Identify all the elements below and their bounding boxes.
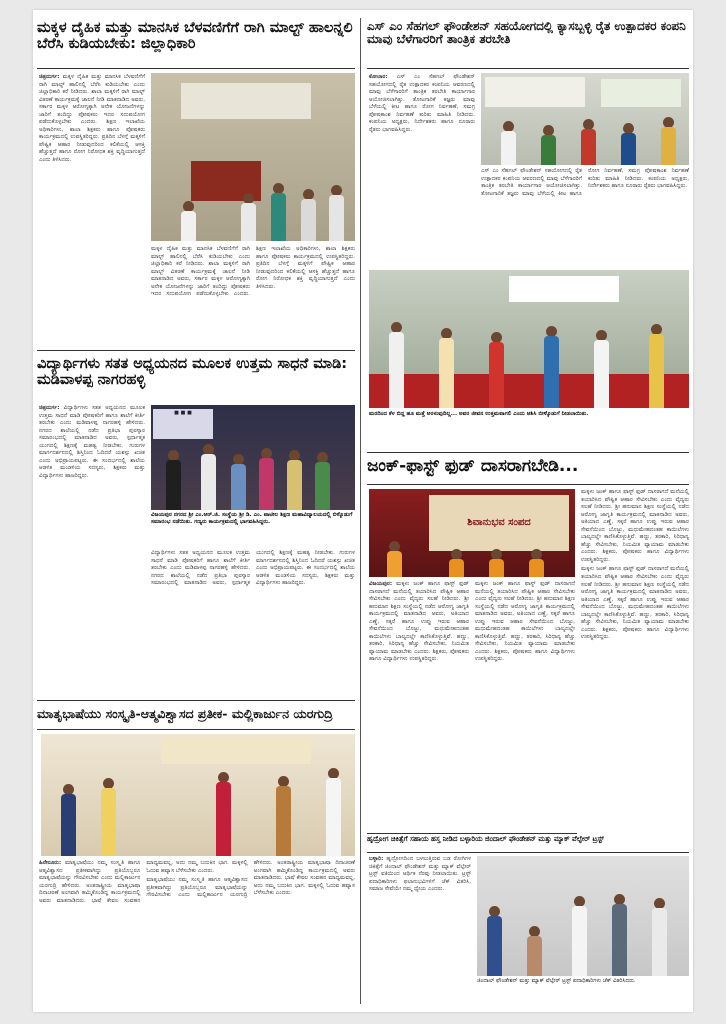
article-mother-tongue-body bbox=[39, 860, 355, 1005]
caption-farewell: ವಿಜಯಪುರ ನಗರದ ಶ್ರೀ ಎಂ.ಆರ್.ಜಿ. ಸಂಸ್ಥೆಯ ಶ್ರೀ ಡಿ. ಎಂ. ಪಾಟೀಲ ಶಿಕ್ಷಣ ಮಹಾವಿದ್ಯಾಲಯದಲ್ಲಿ ಬಿಳ್ಕೊಡುಗೆ ಸಮಾರಂಭ ನಡೆಯಿತು. ಗಣ್ಯರು ಕಾರ್ಯಕ್ರಮದಲ್ಲಿ ಭಾಗವಹಿಸಿದ್ದರು. bbox=[151, 512, 353, 526]
stage-banner: ■ ■ ■ bbox=[153, 409, 213, 439]
body-text: ಮಕ್ಕಳು ಜಂಕ್ ಹಾಗೂ ಫಾಸ್ಟ್ ಫುಡ್ ದಾಸರಾಗದೆ ಮನೆಯಲ್ಲಿ ತಯಾರಿಸಿದ ಪೌಷ್ಟಿಕ ಆಹಾರ ಸೇವಿಸಬೇಕು ಎಂದು ವೈದ್ಯರು ಸಲಹೆ ನೀಡಿದರು. ಶ್ರೀ ಹನುಮಾನ ಶಿಕ್ಷಣ ಸಂಸ್ಥೆಯಲ್ಲಿ ನಡೆದ ಆರೋಗ್ಯ ಜಾಗೃತಿ ಕಾರ್ಯಕ್ರಮದಲ್ಲಿ ಮಾತನಾಡಿದ ಅವರು, ಅತಿಯಾದ ಎಣ್ಣೆ, ಸಕ್ಕರೆ ಹಾಗೂ ಉಪ್ಪು ಇರುವ ಆಹಾರ ಸೇವನೆಯಿಂದ ಬೊಜ್ಜು, ಮಧುಮೇಹದಂತಹ ಕಾಯಿಲೆಗಳು ಬಾಲ್ಯದಲ್ಲೇ ಕಾಣಿಸಿಕೊಳ್ಳುತ್ತಿವೆ. ಹಣ್ಣು, ತರಕಾರಿ, ಸಿರಿಧಾನ್ಯ ಹೆಚ್ಚು ಸೇವಿಸಬೇಕು, ನಿಯಮಿತ ವ್ಯಾಯಾಮ ಮಾಡಬೇಕು ಎಂದರು. ಶಿಕ್ಷಕರು, ಪೋಷಕರು ಹಾಗೂ ವಿದ್ಯಾರ್ಥಿಗಳು ಉಪಸ್ಥಿತರಿದ್ದರು. bbox=[581, 566, 689, 641]
headline-ragi-malt: ಮಕ್ಕಳ ದೈಹಿಕ ಮತ್ತು ಮಾನಸಿಕ ಬೆಳವಣಿಗೆಗೆ ರಾಗಿ ಮಾಲ್ಟ್ ಹಾಲನ್ನಲಿ ಬೆರೆಸಿ ಕುಡಿಯಬೇಕು: ಜಿಲ್ಲಾಧಿಕಾರಿ bbox=[37, 20, 353, 53]
photo-junk-food-stage bbox=[369, 489, 575, 577]
column-separator bbox=[360, 18, 361, 1004]
divider bbox=[367, 852, 689, 853]
body-text: ಮಕ್ಕಳು ಜಂಕ್ ಹಾಗೂ ಫಾಸ್ಟ್ ಫುಡ್ ದಾಸರಾಗದೆ ಮನೆಯಲ್ಲಿ ತಯಾರಿಸಿದ ಪೌಷ್ಟಿಕ ಆಹಾರ ಸೇವಿಸಬೇಕು ಎಂದು ವೈದ್ಯರು ಸಲಹೆ ನೀಡಿದರು. ಶ್ರೀ ಹನುಮಾನ ಶಿಕ್ಷಣ ಸಂಸ್ಥೆಯಲ್ಲಿ ನಡೆದ ಆರೋಗ್ಯ ಜಾಗೃತಿ ಕಾರ್ಯಕ್ರಮದಲ್ಲಿ ಮಾತನಾಡಿದ ಅವರು, ಅತಿಯಾದ ಎಣ್ಣೆ, ಸಕ್ಕರೆ ಹಾಗೂ ಉಪ್ಪು ಇರುವ ಆಹಾರ ಸೇವನೆಯಿಂದ ಬೊಜ್ಜು, ಮಧುಮೇಹದಂತಹ ಕಾಯಿಲೆಗಳು ಬಾಲ್ಯದಲ್ಲೇ ಕಾಣಿಸಿಕೊಳ್ಳುತ್ತಿವೆ. ಹಣ್ಣು, ತರಕಾರಿ, ಸಿರಿಧಾನ್ಯ ಹೆಚ್ಚು ಸೇವಿಸಬೇಕು, ನಿಯಮಿತ ವ್ಯಾಯಾಮ ಮಾಡಬೇಕು ಎಂದರು. ಶಿಕ್ಷಕರು, ಪೋಷಕರು ಹಾಗೂ ವಿದ್ಯಾರ್ಥಿಗಳು ಉಪಸ್ಥಿತರಿದ್ದರು. bbox=[369, 581, 470, 663]
divider bbox=[367, 68, 689, 69]
photo-cheque-handover bbox=[477, 856, 689, 976]
event-banner bbox=[509, 276, 619, 302]
body-text: ವಿದ್ಯಾರ್ಥಿಗಳು ಸತತ ಅಧ್ಯಯನದ ಮೂಲಕ ಉತ್ತಮ ಸಾಧನೆ ಮಾಡಿ ಪೋಷಕರಿಗೆ ಹಾಗೂ ಶಾಲೆಗೆ ಕೀರ್ತಿ ತರಬೇಕು ಎಂದು ಮಡಿವಾಳಪ್ಪ ನಾಗರಹಳ್ಳಿ ಹೇಳಿದರು. ನಗರದ ಶಾಲೆಯಲ್ಲಿ ನಡೆದ ಪ್ರತಿಭಾ ಪುರಸ್ಕಾರ ಸಮಾರಂಭದಲ್ಲಿ ಮಾತನಾಡಿದ ಅವರು, ಸ್ಪರ್ಧಾತ್ಮಕ ಯುಗದಲ್ಲಿ ಶಿಕ್ಷಣಕ್ಕೆ ಮಹತ್ವ ನೀಡಬೇಕು. ಗುರುಗಳ ಮಾರ್ಗದರ್ಶನದಲ್ಲಿ ಶಿಸ್ತಿನಿಂದ ಓದಿದರೆ ಯಶಸ್ಸು ಖಚಿತ ಎಂದು ಅಭಿಪ್ರಾಯಪಟ್ಟರು. ಈ ಸಂದರ್ಭದಲ್ಲಿ ಶಾಲೆಯ ಆಡಳಿತ ಮಂಡಳಿಯ ಸದಸ್ಯರು, ಶಿಕ್ಷಕರು ಮತ್ತು ವಿದ್ಯಾರ್ಥಿಗಳು ಹಾಜರಿದ್ದರು. bbox=[151, 550, 355, 587]
divider bbox=[37, 68, 355, 69]
caption-mango: ಮರದಿಂದ ಕೆಳ ಬಿದ್ದ ಹೂ ಮತ್ತೆ ಅರಳುವುದಿಲ್ಲ... ಅವರ ಜೀವನ ಉತ್ತಮವಾಗಲಿ ಎಂದು ಆಶಿಸಿ ಬೀಳ್ಕೊಡುಗೆ ನೀಡಲಾಯಿತು. bbox=[369, 411, 589, 417]
article-junk-food-body bbox=[369, 581, 575, 829]
body-text: ಎಸ್ ಎಂ ಸೆಹಗಲ್ ಫೌಂಡೇಶನ್ ಸಹಯೋಗದಲ್ಲಿ ರೈತ ಉತ್ಪಾದಕರ ಕಂಪನಿಯ ಆವರಣದಲ್ಲಿ ಮಾವು ಬೆಳೆಗಾರರಿಗೆ ತಾಂತ್ರಿಕ ತರಬೇತಿ ಕಾರ್ಯಾಗಾರ ಆಯೋಜಿಸಲಾಗಿತ್ತು. ತೋಟಗಾರಿಕೆ ತಜ್ಞರು ಮಾವು ಬೆಳೆಯಲ್ಲಿ ಕೀಟ ಹಾಗೂ ರೋಗ ನಿರ್ವಹಣೆ, ಸಮಗ್ರ ಪೋಷಕಾಂಶ ನಿರ್ವಹಣೆ ಕುರಿತು ಮಾಹಿತಿ ನೀಡಿದರು. ಕಂಪನಿಯ ಅಧ್ಯಕ್ಷರು, ನಿರ್ದೇಶಕರು ಹಾಗೂ ನೂರಾರು ರೈತರು ಭಾಗವಹಿಸಿದ್ದರು. bbox=[369, 74, 475, 133]
body-text: ಹೃದ್ರೋಗದಿಂದ ಬಳಲುತ್ತಿರುವ ಬಡ ರೋಗಿಗಳ ಚಿಕಿತ್ಸೆಗೆ ಜಿಂದಾಲ್ ಫೌಂಡೇಶನ್ ಮತ್ತು ಮ್ಯಾಕ್ ವೆಲ್ಫೇರ್ ಟ್ರಸ್ಟ್ ವತಿಯಿಂದ ಆರ್ಥಿಕ ನೆರವು ನೀಡಲಾಯಿತು. ಟ್ರಸ್ಟ್ ಪದಾಧಿಕಾರಿಗಳು ಫಲಾನುಭವಿಗಳಿಗೆ ಚೆಕ್ ವಿತರಿಸಿ, ಸಮಾಜ ಸೇವೆಯೇ ನಮ್ಮ ಧ್ಯೇಯ ಎಂದರು. bbox=[369, 856, 471, 893]
dateline: ಚಿತ್ರದುರ್ಗ: bbox=[39, 405, 60, 411]
divider bbox=[367, 452, 689, 453]
article-ragi-malt-body-cont bbox=[151, 246, 355, 346]
article-heart-care-body bbox=[369, 856, 471, 1006]
headline-heart-care: ಹೃದ್ರೋಗ ಚಿಕಿತ್ಸೆಗೆ ಸಹಾಯ ಹಸ್ತ ನೀಡಿದ ಬಳ್ಳಾರಿಯ ಜಿಂದಾಲ್ ಫೌಂಡೇಶನ್ ಮತ್ತು ಮ್ಯಾಕ್ ವೆಲ್ಫೇರ್ ಟ್ರಸ್ಟ್ bbox=[367, 836, 604, 843]
photo-mango-stage bbox=[369, 270, 689, 408]
body-text: ಮಾತೃಭಾಷೆಯು ನಮ್ಮ ಸಂಸ್ಕೃತಿ ಹಾಗೂ ಆತ್ಮವಿಶ್ವಾಸದ ಪ್ರತೀಕವಾಗಿದ್ದು ಪ್ರತಿಯೊಬ್ಬರೂ ಮಾತೃಭಾಷೆಯನ್ನು ಗೌರವಿಸಬೇಕು ಎಂದು ಮಲ್ಲಿಕಾರ್ಜುನ ಯರಗುದ್ರಿ ಹೇಳಿದರು. ಅಂತರಾಷ್ಟ್ರೀಯ ಮಾತೃಭಾಷಾ ದಿನಾಚರಣೆ ಅಂಗವಾಗಿ ಹಮ್ಮಿಕೊಂಡಿದ್ದ ಕಾರ್ಯಕ್ರಮದಲ್ಲಿ ಅವರು ಮಾತನಾಡಿದರು. ಭಾಷೆ ಕೇವಲ ಸಂವಹನ ಮಾಧ್ಯಮವಲ್ಲ, ಅದು ನಮ್ಮ ಬದುಕಿನ ಭಾಗ. ಮಕ್ಕಳಲ್ಲಿ ಓದುವ ಹವ್ಯಾಸ ಬೆಳೆಸಬೇಕು ಎಂದರು. bbox=[39, 860, 248, 904]
headline-mother-tongue: ಮಾತೃಭಾಷೆಯು ಸಂಸ್ಕೃತಿ-ಆತ್ಮವಿಶ್ವಾಸದ ಪ್ರತೀಕ- ಮಲ್ಲಿಕಾರ್ಜುನ ಯರಗುದ್ರಿ bbox=[37, 707, 333, 721]
caption-heart-care: ಜಿಂದಾಲ್ ಫೌಂಡೇಶನ್ ಮತ್ತು ಮ್ಯಾಕ್ ವೆಲ್ಫೇರ್ ಟ್ರಸ್ಟ್ ಪದಾಧಿಕಾರಿಗಳು ಚೆಕ್ ವಿತರಿಸಿದರು. bbox=[477, 978, 636, 984]
article-mango-body-cont bbox=[481, 168, 689, 266]
article-ragi-malt-body bbox=[39, 74, 145, 344]
body-text: ಮಕ್ಕಳ ದೈಹಿಕ ಮತ್ತು ಮಾನಸಿಕ ಬೆಳವಣಿಗೆಗೆ ರಾಗಿ ಮಾಲ್ಟ್ ಹಾಲಿನಲ್ಲಿ ಬೆರೆಸಿ ಕುಡಿಯಬೇಕು ಎಂದು ಜಿಲ್ಲಾಧಿಕಾರಿ ಕರೆ ನೀಡಿದರು. ಶಾಲಾ ಮಕ್ಕಳಿಗೆ ರಾಗಿ ಮಾಲ್ಟ್ ವಿತರಣೆ ಕಾರ್ಯಕ್ರಮಕ್ಕೆ ಚಾಲನೆ ನೀಡಿ ಮಾತನಾಡಿದ ಅವರು, ಸರ್ಕಾರ ಮಕ್ಕಳ ಆರೋಗ್ಯಕ್ಕಾಗಿ ಅನೇಕ ಯೋಜನೆಗಳನ್ನು ಜಾರಿಗೆ ತಂದಿದ್ದು ಪೋಷಕರು ಇದರ ಸದುಪಯೋಗ ಪಡೆದುಕೊಳ್ಳಬೇಕು ಎಂದರು. ಶಿಕ್ಷಣ ಇಲಾಖೆಯ ಅಧಿಕಾರಿಗಳು, ಶಾಲಾ ಶಿಕ್ಷಕರು ಹಾಗೂ ಪೋಷಕರು ಕಾರ್ಯಕ್ರಮದಲ್ಲಿ ಉಪಸ್ಥಿತರಿದ್ದರು. ಪ್ರತಿದಿನ ಬೆಳಗ್ಗೆ ಮಕ್ಕಳಿಗೆ ಪೌಷ್ಟಿಕ ಆಹಾರ ನೀಡುವುದರಿಂದ ಕಲಿಕೆಯಲ್ಲಿ ಆಸಕ್ತಿ ಹೆಚ್ಚುತ್ತದೆ ಹಾಗೂ ರೋಗ ನಿರೋಧಕ ಶಕ್ತಿ ವೃದ್ಧಿಯಾಗುತ್ತದೆ ಎಂದು ತಿಳಿಸಿದರು. bbox=[151, 246, 355, 298]
photo-farewell-stage bbox=[151, 405, 355, 510]
headline-junk-food: ಜಂಕ್-ಫಾಸ್ಟ್ ಫುಡ್ ದಾಸರಾಗಬೇಡಿ... bbox=[367, 457, 579, 476]
stage-banner: ಶಿವಾನುಭವ ಸಂಪದ bbox=[429, 495, 569, 551]
body-text: ಮಕ್ಕಳು ಜಂಕ್ ಹಾಗೂ ಫಾಸ್ಟ್ ಫುಡ್ ದಾಸರಾಗದೆ ಮನೆಯಲ್ಲಿ ತಯಾರಿಸಿದ ಪೌಷ್ಟಿಕ ಆಹಾರ ಸೇವಿಸಬೇಕು ಎಂದು ವೈದ್ಯರು ಸಲಹೆ ನೀಡಿದರು. ಶ್ರೀ ಹನುಮಾನ ಶಿಕ್ಷಣ ಸಂಸ್ಥೆಯಲ್ಲಿ ನಡೆದ ಆರೋಗ್ಯ ಜಾಗೃತಿ ಕಾರ್ಯಕ್ರಮದಲ್ಲಿ ಮಾತನಾಡಿದ ಅವರು, ಅತಿಯಾದ ಎಣ್ಣೆ, ಸಕ್ಕರೆ ಹಾಗೂ ಉಪ್ಪು ಇರುವ ಆಹಾರ ಸೇವನೆಯಿಂದ ಬೊಜ್ಜು, ಮಧುಮೇಹದಂತಹ ಕಾಯಿಲೆಗಳು ಬಾಲ್ಯದಲ್ಲೇ ಕಾಣಿಸಿಕೊಳ್ಳುತ್ತಿವೆ. ಹಣ್ಣು, ತರಕಾರಿ, ಸಿರಿಧಾನ್ಯ ಹೆಚ್ಚು ಸೇವಿಸಬೇಕು, ನಿಯಮಿತ ವ್ಯಾಯಾಮ ಮಾಡಬೇಕು ಎಂದರು. ಶಿಕ್ಷಕರು, ಪೋಷಕರು ಹಾಗೂ ವಿದ್ಯಾರ್ಥಿಗಳು ಉಪಸ್ಥಿತರಿದ್ದರು. bbox=[475, 581, 575, 663]
photo-mother-tongue-event bbox=[41, 734, 355, 856]
divider bbox=[37, 350, 355, 351]
body-text: ಎಸ್ ಎಂ ಸೆಹಗಲ್ ಫೌಂಡೇಶನ್ ಸಹಯೋಗದಲ್ಲಿ ರೈತ ಉತ್ಪಾದಕರ ಕಂಪನಿಯ ಆವರಣದಲ್ಲಿ ಮಾವು ಬೆಳೆಗಾರರಿಗೆ ತಾಂತ್ರಿಕ ತರಬೇತಿ ಕಾರ್ಯಾಗಾರ ಆಯೋಜಿಸಲಾಗಿತ್ತು. ತೋಟಗಾರಿಕೆ ತಜ್ಞರು ಮಾವು ಬೆಳೆಯಲ್ಲಿ ಕೀಟ ಹಾಗೂ ರೋಗ ನಿರ್ವಹಣೆ, ಸಮಗ್ರ ಪೋಷಕಾಂಶ ನಿರ್ವಹಣೆ ಕುರಿತು ಮಾಹಿತಿ ನೀಡಿದರು. ಕಂಪನಿಯ ಅಧ್ಯಕ್ಷರು, ನಿರ್ದೇಶಕರು ಹಾಗೂ ನೂರಾರು ರೈತರು ಭಾಗವಹಿಸಿದ್ದರು. bbox=[481, 168, 689, 197]
event-banner bbox=[161, 738, 311, 764]
photo-ragi-malt-distribution bbox=[151, 73, 355, 241]
dateline: ಹಿರೇರೂರು: bbox=[39, 860, 62, 866]
divider bbox=[367, 833, 577, 834]
headline-students-study: ವಿದ್ಯಾರ್ಥಿಗಳು ಸತತ ಅಧ್ಯಯನದ ಮೂಲಕ ಉತ್ತಮ ಸಾಧನೆ ಮಾಡಿ: ಮಡಿವಾಳಪ್ಪ ನಾಗರಹಳ್ಳಿ bbox=[37, 356, 348, 389]
left-column bbox=[33, 10, 359, 1012]
dateline: ವಿಜಯಪುರ: bbox=[369, 581, 393, 587]
body-text: ಮಕ್ಕಳ ದೈಹಿಕ ಮತ್ತು ಮಾನಸಿಕ ಬೆಳವಣಿಗೆಗೆ ರಾಗಿ ಮಾಲ್ಟ್ ಹಾಲಿನಲ್ಲಿ ಬೆರೆಸಿ ಕುಡಿಯಬೇಕು ಎಂದು ಜಿಲ್ಲಾಧಿಕಾರಿ ಕರೆ ನೀಡಿದರು. ಶಾಲಾ ಮಕ್ಕಳಿಗೆ ರಾಗಿ ಮಾಲ್ಟ್ ವಿತರಣೆ ಕಾರ್ಯಕ್ರಮಕ್ಕೆ ಚಾಲನೆ ನೀಡಿ ಮಾತನಾಡಿದ ಅವರು, ಸರ್ಕಾರ ಮಕ್ಕಳ ಆರೋಗ್ಯಕ್ಕಾಗಿ ಅನೇಕ ಯೋಜನೆಗಳನ್ನು ಜಾರಿಗೆ ತಂದಿದ್ದು ಪೋಷಕರು ಇದರ ಸದುಪಯೋಗ ಪಡೆದುಕೊಳ್ಳಬೇಕು ಎಂದರು. ಶಿಕ್ಷಣ ಇಲಾಖೆಯ ಅಧಿಕಾರಿಗಳು, ಶಾಲಾ ಶಿಕ್ಷಕರು ಹಾಗೂ ಪೋಷಕರು ಕಾರ್ಯಕ್ರಮದಲ್ಲಿ ಉಪಸ್ಥಿತರಿದ್ದರು. ಪ್ರತಿದಿನ ಬೆಳಗ್ಗೆ ಮಕ್ಕಳಿಗೆ ಪೌಷ್ಟಿಕ ಆಹಾರ ನೀಡುವುದರಿಂದ ಕಲಿಕೆಯಲ್ಲಿ ಆಸಕ್ತಿ ಹೆಚ್ಚುತ್ತದೆ ಹಾಗೂ ರೋಗ ನಿರೋಧಕ ಶಕ್ತಿ ವೃದ್ಧಿಯಾಗುತ್ತದೆ ಎಂದು ತಿಳಿಸಿದರು. bbox=[39, 74, 145, 164]
dateline: ಚಿತ್ರದುರ್ಗ: bbox=[39, 74, 60, 80]
dateline: ಕೋಲಾರ: bbox=[369, 74, 388, 80]
photo-mango-farmers bbox=[481, 73, 689, 165]
dateline: ಬಳ್ಳಾರಿ: bbox=[369, 856, 384, 862]
newspaper-page bbox=[33, 10, 693, 1012]
headline-mango-training: ಎಸ್ ಎಂ ಸೆಹಗಲ್ ಫೌಂಡೇಶನ್ ಸಹಯೋಗದಲ್ಲಿ ಕ್ಯಾಸಬ್ಬಳ್ಳಿ ರೈತ ಉತ್ಪಾದಕರ ಕಂಪನಿ ಮಾವು ಬೆಳೆಗಾರರಿಗೆ ತಾಂತ್ರಿಕ ತರಬೇತಿ bbox=[367, 20, 686, 47]
divider bbox=[37, 700, 355, 701]
divider bbox=[367, 484, 689, 485]
article-mango-body bbox=[369, 74, 475, 266]
article-students-body-cont bbox=[151, 550, 355, 695]
divider bbox=[37, 729, 355, 730]
article-junk-food-body-right bbox=[581, 489, 689, 829]
right-column bbox=[363, 10, 693, 1012]
body-text: ವಿದ್ಯಾರ್ಥಿಗಳು ಸತತ ಅಧ್ಯಯನದ ಮೂಲಕ ಉತ್ತಮ ಸಾಧನೆ ಮಾಡಿ ಪೋಷಕರಿಗೆ ಹಾಗೂ ಶಾಲೆಗೆ ಕೀರ್ತಿ ತರಬೇಕು ಎಂದು ಮಡಿವಾಳಪ್ಪ ನಾಗರಹಳ್ಳಿ ಹೇಳಿದರು. ನಗರದ ಶಾಲೆಯಲ್ಲಿ ನಡೆದ ಪ್ರತಿಭಾ ಪುರಸ್ಕಾರ ಸಮಾರಂಭದಲ್ಲಿ ಮಾತನಾಡಿದ ಅವರು, ಸ್ಪರ್ಧಾತ್ಮಕ ಯುಗದಲ್ಲಿ ಶಿಕ್ಷಣಕ್ಕೆ ಮಹತ್ವ ನೀಡಬೇಕು. ಗುರುಗಳ ಮಾರ್ಗದರ್ಶನದಲ್ಲಿ ಶಿಸ್ತಿನಿಂದ ಓದಿದರೆ ಯಶಸ್ಸು ಖಚಿತ ಎಂದು ಅಭಿಪ್ರಾಯಪಟ್ಟರು. ಈ ಸಂದರ್ಭದಲ್ಲಿ ಶಾಲೆಯ ಆಡಳಿತ ಮಂಡಳಿಯ ಸದಸ್ಯರು, ಶಿಕ್ಷಕರು ಮತ್ತು ವಿದ್ಯಾರ್ಥಿಗಳು ಹಾಜರಿದ್ದರು. bbox=[39, 405, 145, 479]
body-text: ಮಾತೃಭಾಷೆಯು ನಮ್ಮ ಸಂಸ್ಕೃತಿ ಹಾಗೂ ಆತ್ಮವಿಶ್ವಾಸದ ಪ್ರತೀಕವಾಗಿದ್ದು ಪ್ರತಿಯೊಬ್ಬರೂ ಮಾತೃಭಾಷೆಯನ್ನು ಗೌರವಿಸಬೇಕು ಎಂದು ಮಲ್ಲಿಕಾರ್ಜುನ ಯರಗುದ್ರಿ ಹೇಳಿದರು. ಅಂತರಾಷ್ಟ್ರೀಯ ಮಾತೃಭಾಷಾ ದಿನಾಚರಣೆ ಅಂಗವಾಗಿ ಹಮ್ಮಿಕೊಂಡಿದ್ದ ಕಾರ್ಯಕ್ರಮದಲ್ಲಿ ಅವರು ಮಾತನಾಡಿದರು. ಭಾಷೆ ಕೇವಲ ಸಂವಹನ ಮಾಧ್ಯಮವಲ್ಲ, ಅದು ನಮ್ಮ ಬದುಕಿನ ಭಾಗ. ಮಕ್ಕಳಲ್ಲಿ ಓದುವ ಹವ್ಯಾಸ ಬೆಳೆಸಬೇಕು ಎಂದರು. bbox=[146, 860, 355, 899]
article-students-body bbox=[39, 405, 145, 695]
body-text: ಮಕ್ಕಳು ಜಂಕ್ ಹಾಗೂ ಫಾಸ್ಟ್ ಫುಡ್ ದಾಸರಾಗದೆ ಮನೆಯಲ್ಲಿ ತಯಾರಿಸಿದ ಪೌಷ್ಟಿಕ ಆಹಾರ ಸೇವಿಸಬೇಕು ಎಂದು ವೈದ್ಯರು ಸಲಹೆ ನೀಡಿದರು. ಶ್ರೀ ಹನುಮಾನ ಶಿಕ್ಷಣ ಸಂಸ್ಥೆಯಲ್ಲಿ ನಡೆದ ಆರೋಗ್ಯ ಜಾಗೃತಿ ಕಾರ್ಯಕ್ರಮದಲ್ಲಿ ಮಾತನಾಡಿದ ಅವರು, ಅತಿಯಾದ ಎಣ್ಣೆ, ಸಕ್ಕರೆ ಹಾಗೂ ಉಪ್ಪು ಇರುವ ಆಹಾರ ಸೇವನೆಯಿಂದ ಬೊಜ್ಜು, ಮಧುಮೇಹದಂತಹ ಕಾಯಿಲೆಗಳು ಬಾಲ್ಯದಲ್ಲೇ ಕಾಣಿಸಿಕೊಳ್ಳುತ್ತಿವೆ. ಹಣ್ಣು, ತರಕಾರಿ, ಸಿರಿಧಾನ್ಯ ಹೆಚ್ಚು ಸೇವಿಸಬೇಕು, ನಿಯಮಿತ ವ್ಯಾಯಾಮ ಮಾಡಬೇಕು ಎಂದರು. ಶಿಕ್ಷಕರು, ಪೋಷಕರು ಹಾಗೂ ವಿದ್ಯಾರ್ಥಿಗಳು ಉಪಸ್ಥಿತರಿದ್ದರು. bbox=[581, 489, 689, 563]
